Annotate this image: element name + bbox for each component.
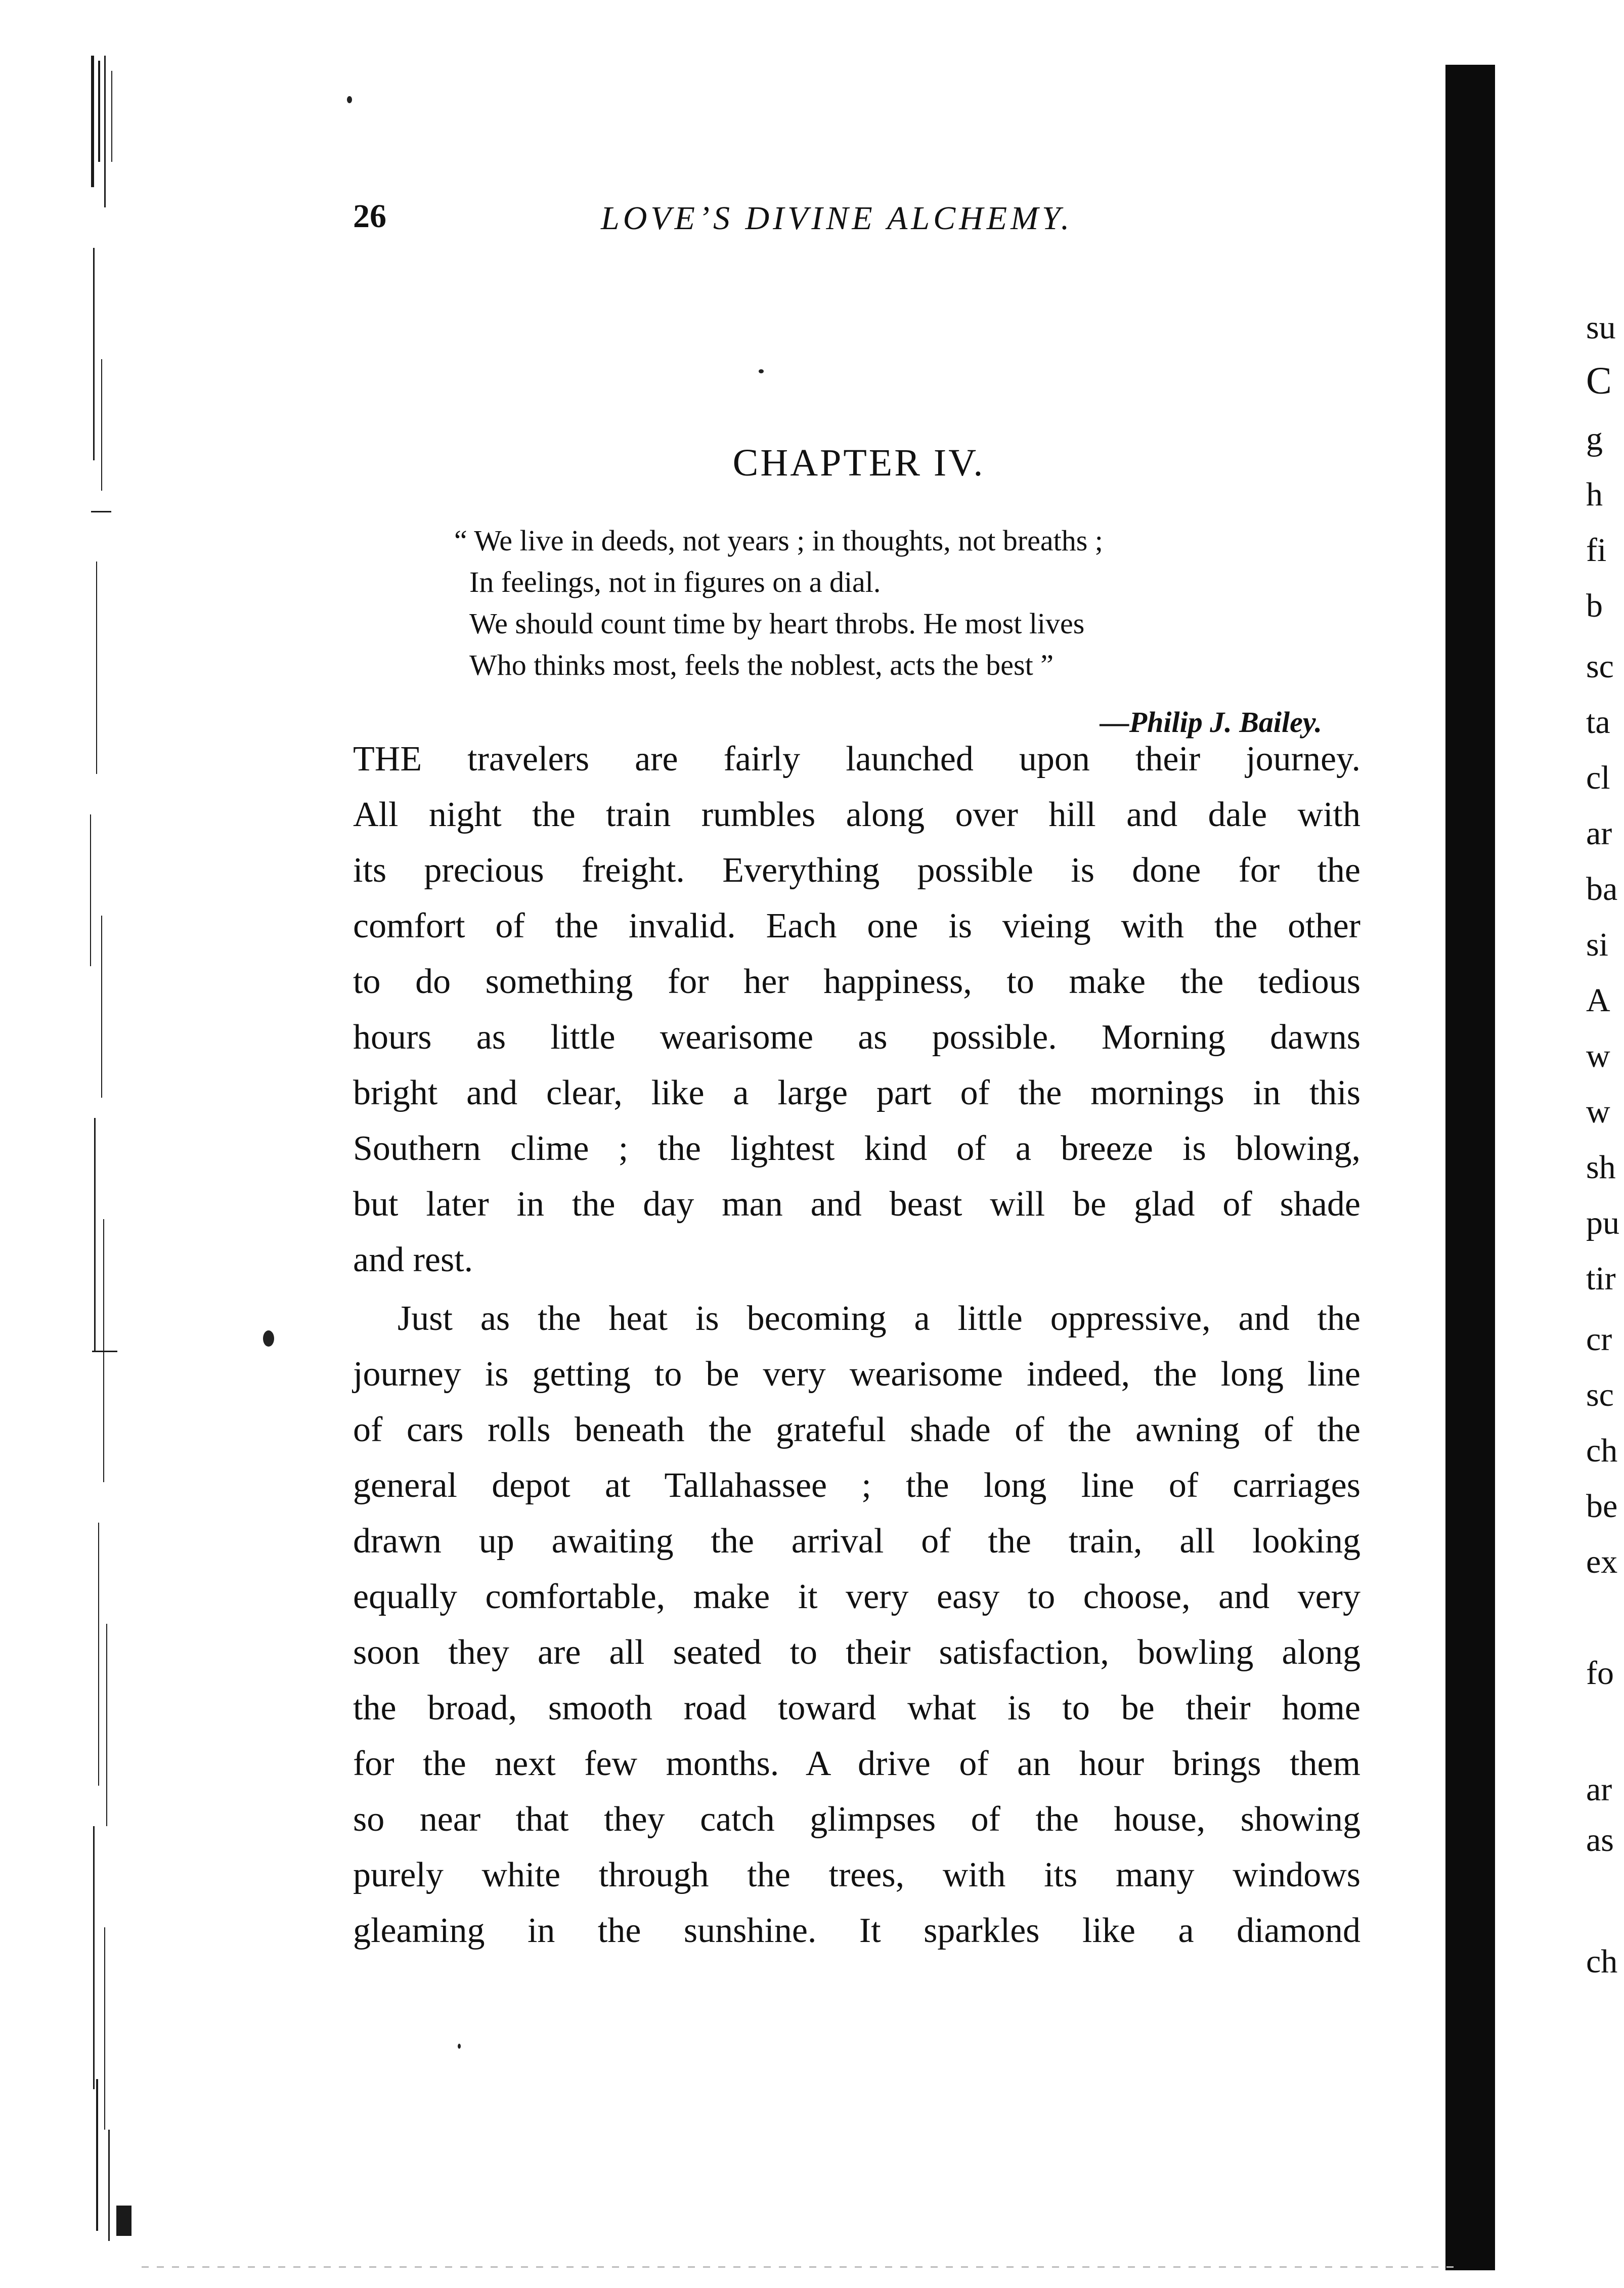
- next-page-fragment: b: [1586, 587, 1603, 624]
- next-page-fragment: w: [1586, 1093, 1610, 1130]
- next-page-fragment: cr: [1586, 1321, 1612, 1358]
- epigraph-line: In feelings, not in figures on a dial.: [469, 566, 881, 598]
- ink-speck: [458, 2044, 461, 2049]
- next-page-fragment: fo: [1586, 1655, 1614, 1692]
- text-line: of cars rolls beneath the grateful shade of the awning of the: [353, 1410, 1360, 1449]
- text-line: and rest.: [353, 1240, 473, 1279]
- epigraph-attribution: —Philip J. Bailey.: [1100, 706, 1322, 739]
- ink-speck: [759, 369, 764, 373]
- next-page-fragment: sc: [1586, 1376, 1614, 1413]
- text-line: general depot at Tallahassee ; the long line of carriages: [353, 1466, 1360, 1505]
- running-head: [353, 197, 1365, 243]
- text-line: equally comfortable, make it very easy to choose, and very: [353, 1577, 1360, 1616]
- next-page-fragment: pu: [1586, 1204, 1619, 1241]
- next-page-fragment: su: [1586, 309, 1616, 346]
- text-line: hours as little wearisome as possible. Morning dawns: [353, 1018, 1360, 1057]
- page-number: 26: [353, 198, 386, 235]
- epigraph-line: “ We live in deeds, not years ; in thoughts, not breaths ;: [454, 524, 1103, 557]
- epigraph-line: We should count time by heart throbs. He most lives: [469, 607, 1085, 640]
- next-page-fragment: be: [1586, 1488, 1618, 1525]
- text-line: gleaming in the sunshine. It sparkles like a diamond: [353, 1911, 1360, 1950]
- text-line: purely white through the trees, with its many windows: [353, 1855, 1360, 1894]
- paragraph-2: [353, 1291, 1360, 1959]
- chapter-title: CHAPTER IV.: [732, 442, 985, 484]
- next-page-fragment: ch: [1586, 1432, 1618, 1469]
- next-page-fragment: C: [1586, 360, 1612, 402]
- text-line: Southern clime ; the lightest kind of a breeze is blowing,: [353, 1129, 1360, 1168]
- next-page-fragment: ar: [1586, 815, 1612, 852]
- next-page-fragment: tir: [1586, 1260, 1616, 1297]
- next-page-fragment: ba: [1586, 871, 1618, 908]
- text-line: its precious freight. Everything possible is done for the: [353, 851, 1360, 890]
- paragraph-1: [353, 731, 1360, 1288]
- next-page-fragment: fi: [1586, 532, 1607, 569]
- next-page-fragment: si: [1586, 926, 1609, 963]
- next-page-fragment: ch: [1586, 1943, 1618, 1980]
- left-gutter-scan-artifacts: [86, 56, 182, 2246]
- text-line: but later in the day man and beast will be glad of shade: [353, 1185, 1360, 1224]
- next-page-fragment: ar: [1586, 1771, 1612, 1808]
- next-page-fragment: sc: [1586, 648, 1614, 685]
- next-page-fragment: A: [1586, 982, 1610, 1019]
- next-page-fragment: ta: [1586, 704, 1610, 741]
- text-line: to do something for her happiness, to make the tedious: [353, 962, 1360, 1001]
- book-title: LOVE’S DIVINE ALCHEMY.: [601, 200, 1073, 237]
- next-page-fragment: sh: [1586, 1149, 1616, 1186]
- next-page-fragment: w: [1586, 1038, 1610, 1074]
- bottom-edge: [142, 2266, 1457, 2268]
- epigraph-line: Who thinks most, feels the noblest, acts the best ”: [469, 649, 1054, 681]
- text-line: so near that they catch glimpses of the house, showing: [353, 1800, 1360, 1839]
- next-page-fragment: g: [1586, 420, 1603, 457]
- next-page-fragment: h: [1586, 476, 1603, 513]
- text-line: All night the train rumbles along over hill and dale with: [353, 795, 1360, 834]
- text-line: journey is getting to be very wearisome indeed, the long line: [353, 1355, 1360, 1394]
- text-line: soon they are all seated to their satisfaction, bowling along: [353, 1633, 1360, 1672]
- text-line: comfort of the invalid. Each one is vieing with the other: [353, 906, 1360, 945]
- text-line: Just as the heat is becoming a little oppressive, and the: [398, 1299, 1360, 1338]
- next-page-edge: [1581, 0, 1624, 2288]
- text-line: the broad, smooth road toward what is to be their home: [353, 1689, 1360, 1728]
- epigraph: [454, 520, 1375, 686]
- ink-speck: [263, 1330, 274, 1347]
- text-line: for the next few months. A drive of an hour brings them: [353, 1744, 1360, 1783]
- ink-speck: [347, 96, 352, 103]
- next-page-fragment: ex: [1586, 1543, 1618, 1580]
- text-line: bright and clear, like a large part of the mornings in this: [353, 1073, 1360, 1112]
- next-page-fragment: cl: [1586, 759, 1610, 796]
- binding-shadow: [1445, 65, 1495, 2270]
- next-page-fragment: as: [1586, 1822, 1614, 1859]
- text-line: drawn up awaiting the arrival of the train, all looking: [353, 1522, 1360, 1561]
- text-line: THE travelers are fairly launched upon their journey.: [353, 740, 1360, 779]
